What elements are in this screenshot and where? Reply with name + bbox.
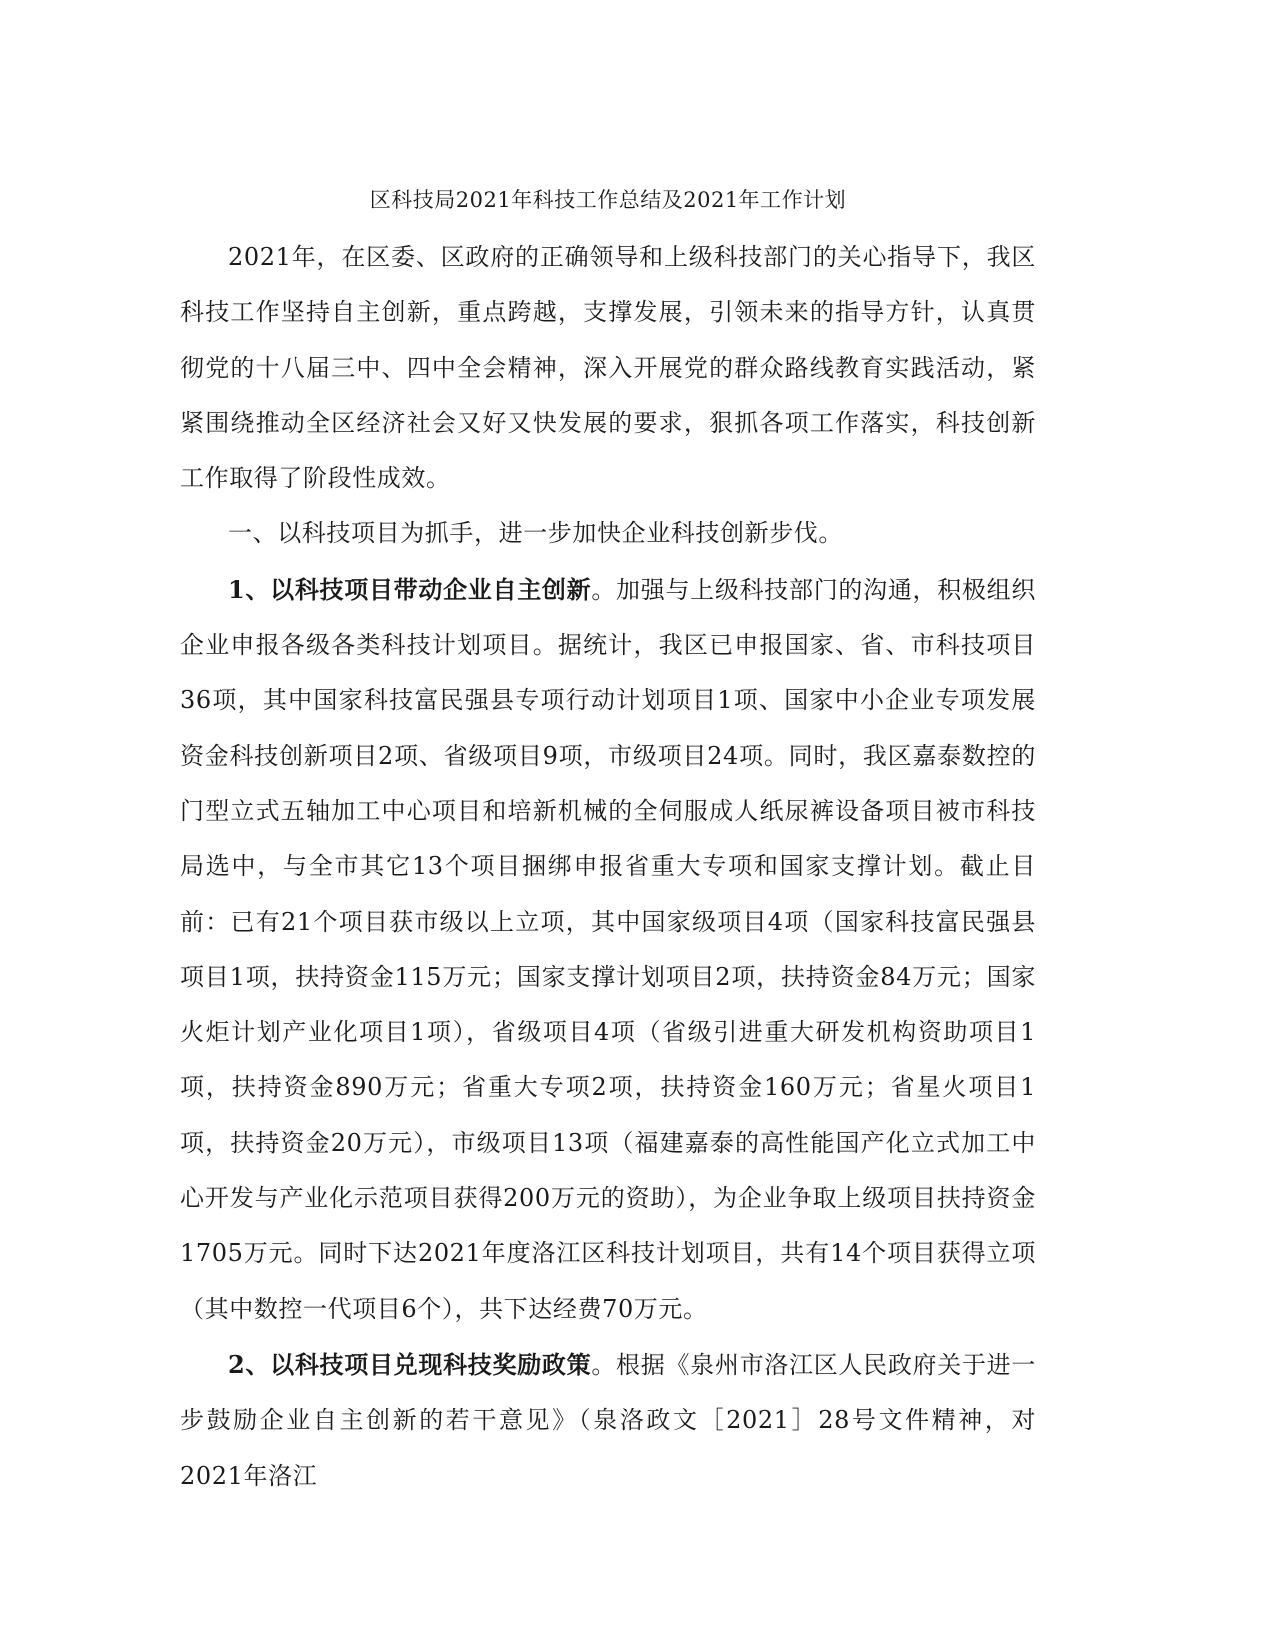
intro-paragraph: 2021年，在区委、区政府的正确领导和上级科技部门的关心指导下，我区科技工作坚持自主创新，重点跨越，支撑发展，引领未来的指导方针，认真贯彻党的十八届三中、四中全会精神，深入开展党的群众路线教育实践活动，紧紧围绕推动全区经济社会又好又快发展的要求，狠抓各项工作落实，科技创新工作取得了阶段性成效。: [180, 243, 1036, 493]
item-1-body: 。加强与上级科技部门的沟通，积极组织企业申报各级各类科技计划项目。据统计，我区已申报国家、省、市科技项目36项，其中国家科技富民强县专项行动计划项目1项、国家中小企业专项发展资金科技创新项目2项、省级项目9项，市级项目24项。同时，我区嘉泰数控的门型立式五轴加工中心项目和培新机械的全伺服成人纸尿裤设备项目被市科技局选中，与全市其它13个项目捆绑申报省重大专项和国家支撑计划。截止目前：已有21个项目获市级以上立项，其中国家级项目4项（国家科技富民强县项目1项，扶持资金115万元；国家支撑计划项目2项，扶持资金84万元；国家火炬计划产业化项目1项），省级项目4项（省级引进重大研发机构资助项目1项，扶持资金890万元；省重大专项2项，扶持资金160万元；省星火项目1项，扶持资金20万元），市级项目13项（福建嘉泰的高性能国产化立式加工中心开发与产业化示范项目获得200万元的资助），为企业争取上级项目扶持资金1705万元。同时下达2021年度洛江区科技计划项目，共有14个项目获得立项（其中数控一代项目6个），共下达经费70万元。: [180, 575, 1036, 1323]
item-1-lead: 1、以科技项目带动企业自主创新: [228, 574, 592, 604]
item-2-lead: 2、以科技项目兑现科技奖励政策: [228, 1349, 592, 1379]
document-page: [180, 172, 1036, 1504]
item-1-paragraph: [180, 562, 1036, 1337]
item-2-paragraph: [180, 1337, 1036, 1504]
section-heading: 一、以科技项目为抓手，进一步加快企业科技创新步伐。: [228, 519, 843, 548]
document-title: 区科技局2021年科技工作总结及2021年工作计划: [369, 188, 847, 212]
item-2-body: 。根据《泉州市洛江区人民政府关于进一步鼓励企业自主创新的若干意见》（泉洛政文［2021］28号文件精神，对2021年洛江: [180, 1350, 1036, 1490]
